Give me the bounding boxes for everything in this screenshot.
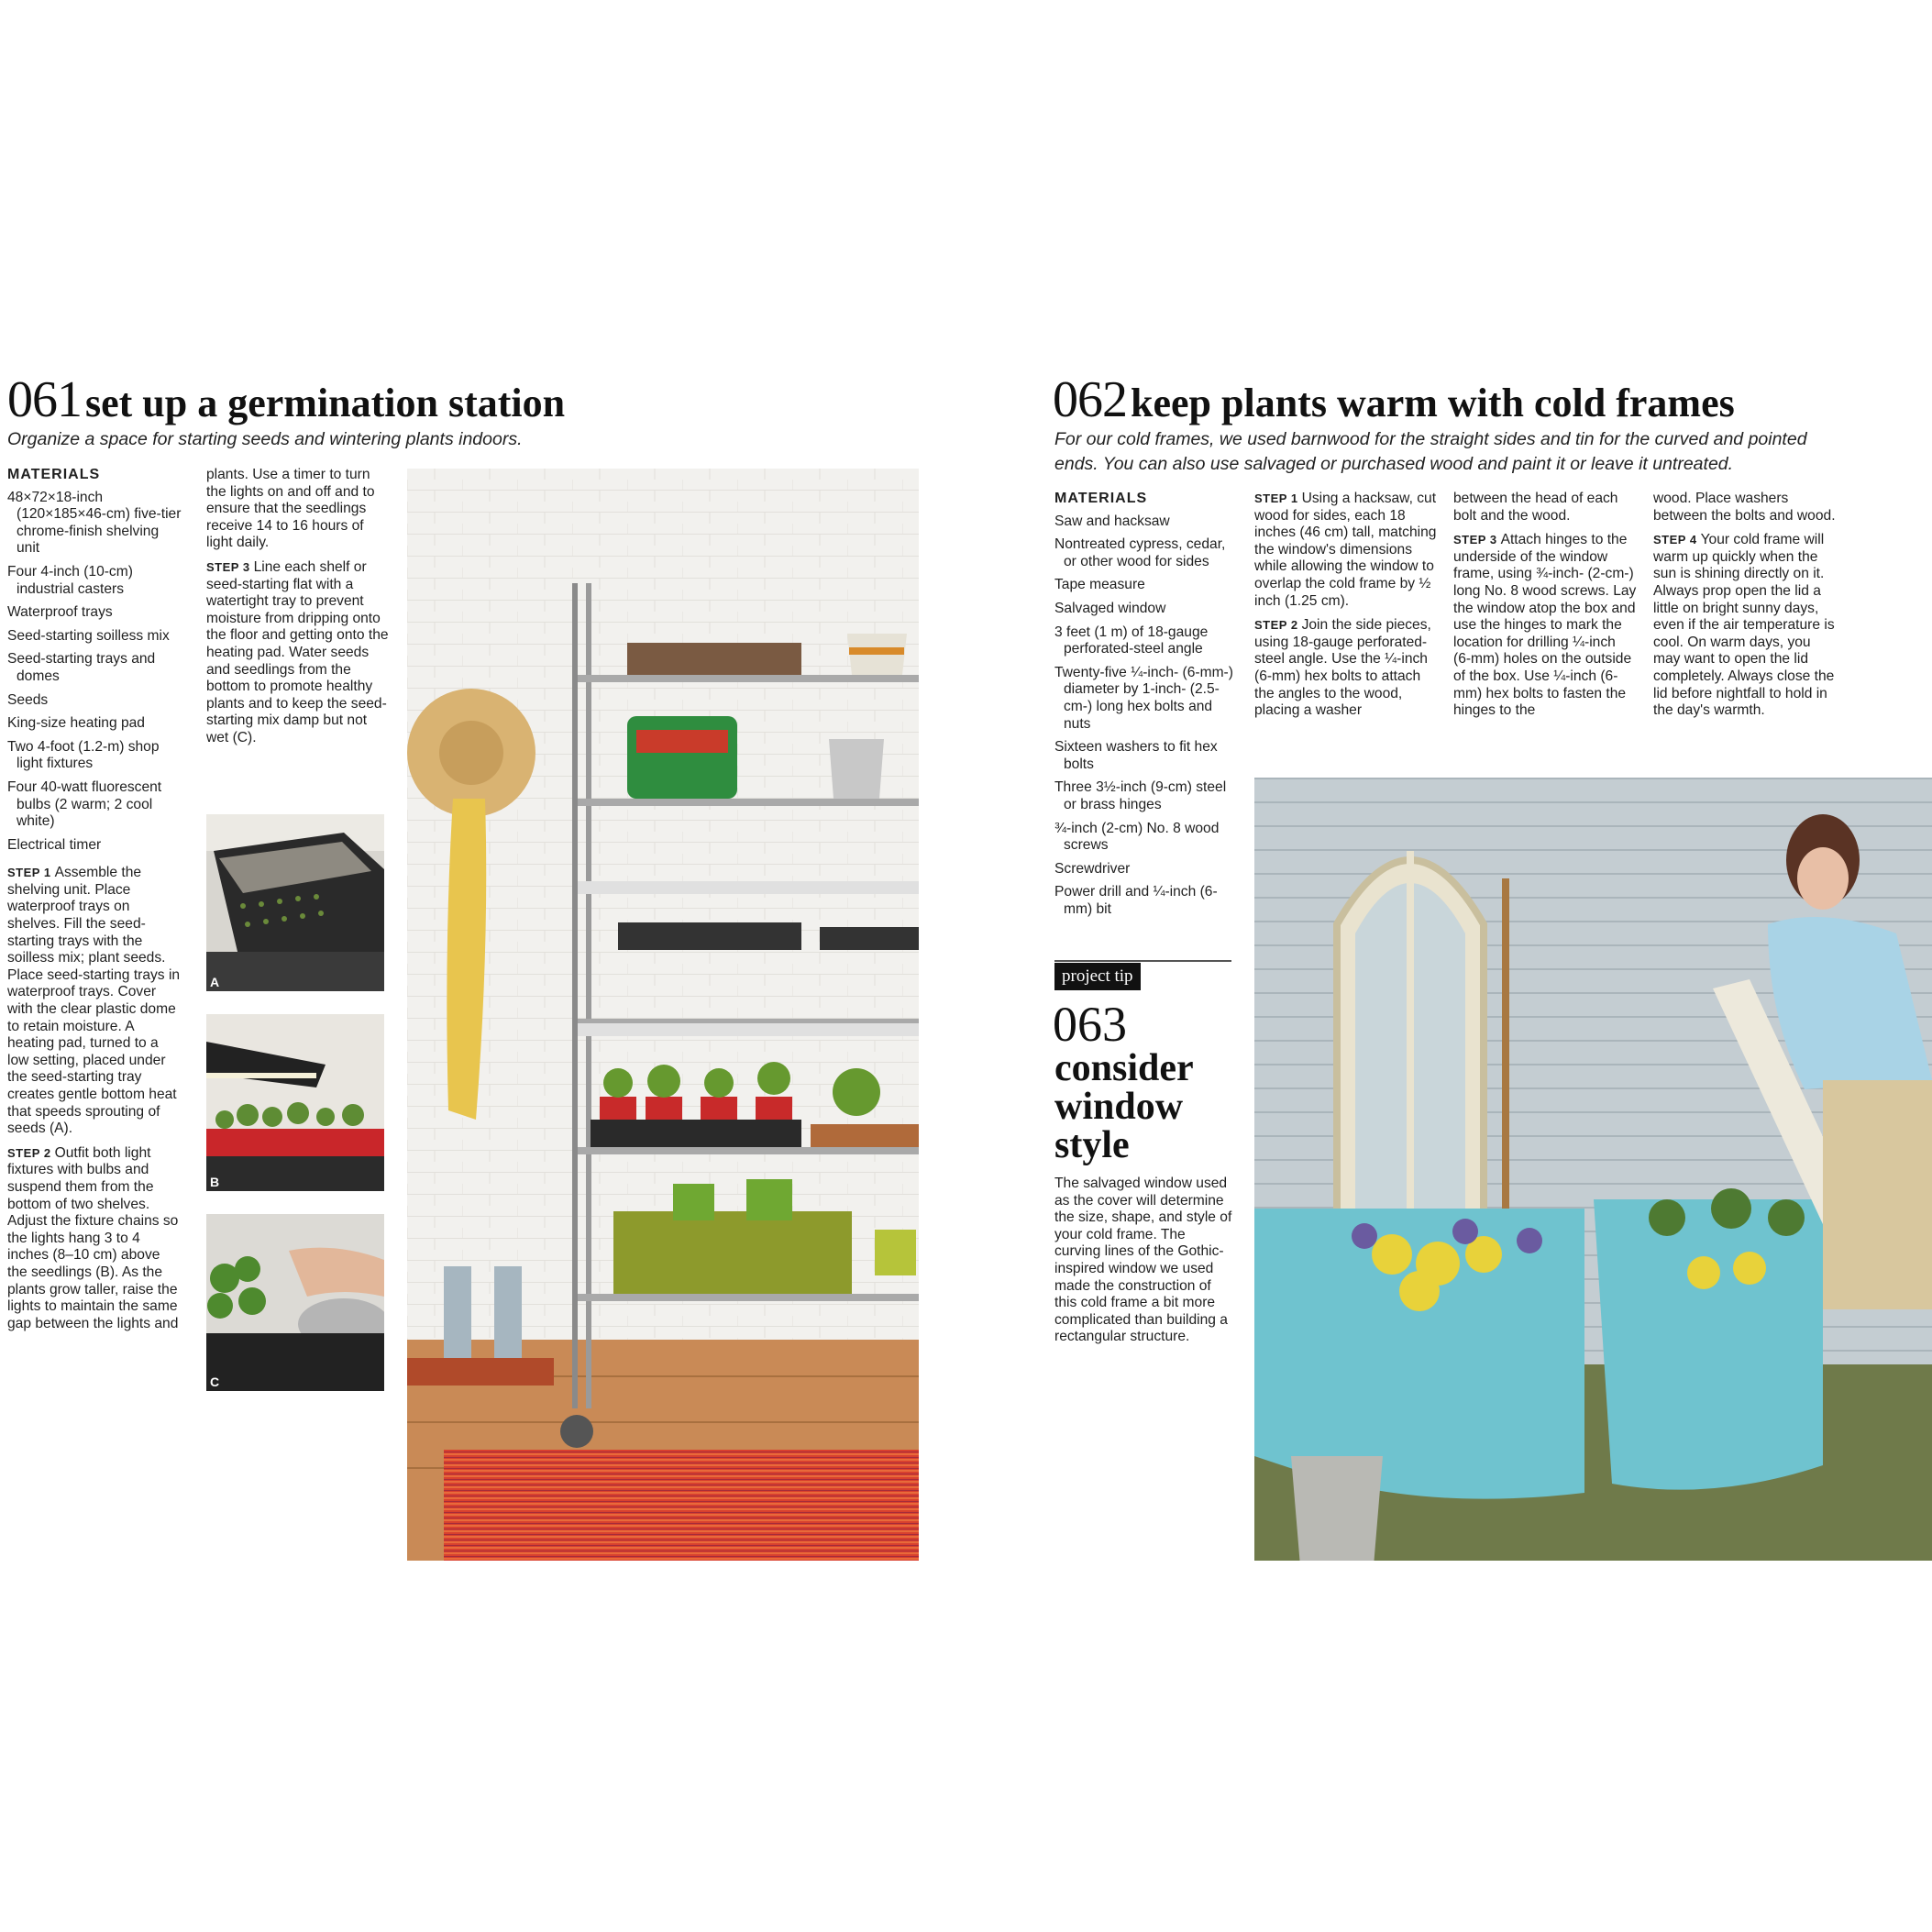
section-number: 061	[7, 371, 82, 428]
step-paragraph	[7, 865, 183, 1138]
step-label: STEP 3	[206, 559, 250, 574]
material-item: Three 3½-inch (9-cm) steel or brass hinges	[1054, 779, 1227, 812]
steps-list	[1453, 532, 1637, 720]
material-item: Seed-starting trays and domes	[7, 651, 156, 684]
steps-list	[7, 865, 183, 1332]
right-column-3	[1453, 491, 1637, 727]
material-item: Salvaged window	[1054, 600, 1166, 616]
material-item: Four 4-inch (10-cm) industrial casters	[7, 563, 133, 597]
materials-heading: MATERIALS	[7, 467, 101, 482]
material-item: Electrical timer	[7, 836, 102, 853]
tip-number: 063	[1053, 997, 1127, 1052]
tip-title-line: consider	[1054, 1047, 1194, 1089]
materials-list	[1054, 513, 1233, 919]
step-paragraph	[7, 1145, 183, 1333]
material-item: Four 40-watt fluorescent bulbs (2 warm; 2 cool white)	[7, 778, 162, 830]
step-label: STEP 1	[1254, 491, 1298, 505]
step-label: STEP 2	[7, 1145, 51, 1160]
photo-light-fixture-seedlings	[206, 1014, 384, 1191]
project-tip-badge: project tip	[1054, 963, 1141, 990]
thumb-label-a: A	[210, 975, 220, 989]
left-subtitle: Organize a space for starting seeds and wintering plants indoors.	[7, 429, 523, 449]
step-paragraph	[1653, 532, 1837, 720]
step-text: Using a hacksaw, cut wood for sides, each 18 inches (46 cm) tall, matching the window's dimensions while allowing the window to overlap the cold frame by ½ inch (1.25 cm).	[1254, 491, 1437, 609]
material-item: Waterproof trays	[7, 604, 113, 621]
continuation-text: between the head of each bolt and the wood.	[1453, 491, 1618, 524]
step-text: Assemble the shelving unit. Place waterproof trays on shelves. Fill the seed-starting trays with the soilless mix; plant seeds. Place seed-starting trays in waterproof trays. Cover with the clear plastic dome to retain moisture. A heating pad, turned to a low setting, placed under the seed-starting tray creates gentle bottom heat that speeds sprouting of seeds (A).	[7, 865, 181, 1137]
tip-title-line: window	[1054, 1086, 1184, 1128]
material-item: King-size heating pad	[7, 715, 145, 732]
material-item: Sixteen washers to fit hex bolts	[1054, 739, 1218, 772]
step-paragraph	[1254, 617, 1438, 720]
right-heading	[1053, 370, 1735, 429]
steps-list	[1653, 532, 1837, 720]
materials-heading: MATERIALS	[1054, 491, 1148, 506]
material-item: Seed-starting soilless mix	[7, 627, 170, 644]
right-column-2	[1254, 491, 1438, 727]
step-label: STEP 3	[1453, 533, 1497, 547]
photo-seed-tray-dome	[206, 814, 384, 991]
continuation-text: wood. Place washers between the bolts and wood.	[1653, 491, 1836, 524]
step-text: Line each shelf or seed-starting flat with a watertight tray to prevent moisture from dripping onto the floor and getting onto the heating pad. Water seeds and seedlings from the bottom to promote healthy plants and to keep the seed-starting mix damp but not wet (C).	[206, 558, 389, 745]
material-item: ¾-inch (2-cm) No. 8 wood screws	[1054, 820, 1220, 854]
left-heading	[7, 370, 565, 429]
step-label: STEP 2	[1254, 618, 1298, 633]
continuation-text: plants. Use a timer to turn the lights on and off and to ensure that the seedlings receive 14 to 16 hours of light daily.	[206, 467, 375, 551]
materials-list	[7, 490, 183, 855]
thumb-label-b: B	[210, 1175, 220, 1189]
step-paragraph	[1453, 532, 1637, 720]
left-column-2	[206, 467, 390, 755]
left-column-1	[7, 467, 183, 1340]
material-item: Nontreated cypress, cedar, or other wood for sides	[1054, 536, 1226, 569]
thumb-label-c: C	[210, 1374, 220, 1389]
tip-title-line: style	[1054, 1124, 1130, 1166]
material-item: Screwdriver	[1054, 860, 1131, 877]
steps-list	[1254, 491, 1438, 720]
step-text: Your cold frame will warm up quickly when the sun is shining directly on it. Always prop open the lid a little on bright sunny days, even if the air temperature is cool. On warm days, you may want to open the lid completely. Always close the lid before nightfall to hold in the day's warmth.	[1653, 532, 1835, 719]
right-subtitle: For our cold frames, we used barnwood for the straight sides and tin for the curved and pointed ends. You can also use salvaged or purchased wood and paint it or leave it untreated.	[1054, 429, 1807, 474]
right-column-4	[1653, 491, 1837, 727]
section-title: set up a germination station	[85, 381, 566, 425]
material-item: 3 feet (1 m) of 18-gauge perforated-steel angle	[1054, 624, 1209, 657]
tip-text: The salvaged window used as the cover will determine the size, shape, and style of your cold frame. The curving lines of the Gothic-inspired window we used made the construction of this cold frame a bit more complicated than building a rectangular structure.	[1054, 1176, 1232, 1345]
photo-watering-seedlings	[206, 1214, 384, 1391]
step-label: STEP 1	[7, 866, 51, 880]
tip-title	[1054, 1049, 1194, 1165]
steps-list	[206, 559, 390, 747]
photo-cold-frames	[1254, 778, 1932, 1561]
material-item: Twenty-five ¼-inch- (6-mm-) diameter by 1-inch- (2.5-cm-) long hex bolts and nuts	[1054, 664, 1233, 732]
tip-rule	[1054, 960, 1231, 962]
material-item: Two 4-foot (1.2-m) shop light fixtures	[7, 738, 160, 772]
material-item: Tape measure	[1054, 577, 1145, 593]
step-text: Outfit both light fixtures with bulbs and suspend them from the bottom of two shelves. Adjust the fixture chains so the lights hang 3 to 4 inches (8–10 cm) above the seedlings (B). As the plants grow taller, raise the lights to maintain the same gap between the lights and	[7, 1144, 179, 1331]
step-label: STEP 4	[1653, 533, 1697, 547]
step-text: Attach hinges to the underside of the window frame, using ¾-inch- (2-cm-) long No. 8 wood screws. Lay the window atop the box and use the hinges to mark the location for drilling ¼-inch (6-mm) holes on the outside of the box. Use ¼-inch (6-mm) hex bolts to fasten the hinges to the	[1453, 532, 1637, 719]
material-item: Saw and hacksaw	[1054, 513, 1170, 529]
section-number: 062	[1053, 371, 1127, 428]
material-item: Power drill and ¼-inch (6-mm) bit	[1054, 884, 1218, 917]
material-item: Seeds	[7, 691, 49, 708]
step-text: Join the side pieces, using 18-gauge perforated-steel angle. Use the ¼-inch (6-mm) hex bolts to attach the angles to the wood, placing a washer	[1254, 617, 1431, 719]
step-paragraph	[1254, 491, 1438, 610]
right-column-1	[1054, 491, 1233, 924]
material-item: 48×72×18-inch (120×185×46-cm) five-tier chrome-finish shelving unit	[7, 489, 182, 557]
step-paragraph	[206, 559, 390, 747]
photo-germination-shelving-unit	[407, 469, 919, 1561]
section-title: keep plants warm with cold frames	[1131, 381, 1735, 425]
